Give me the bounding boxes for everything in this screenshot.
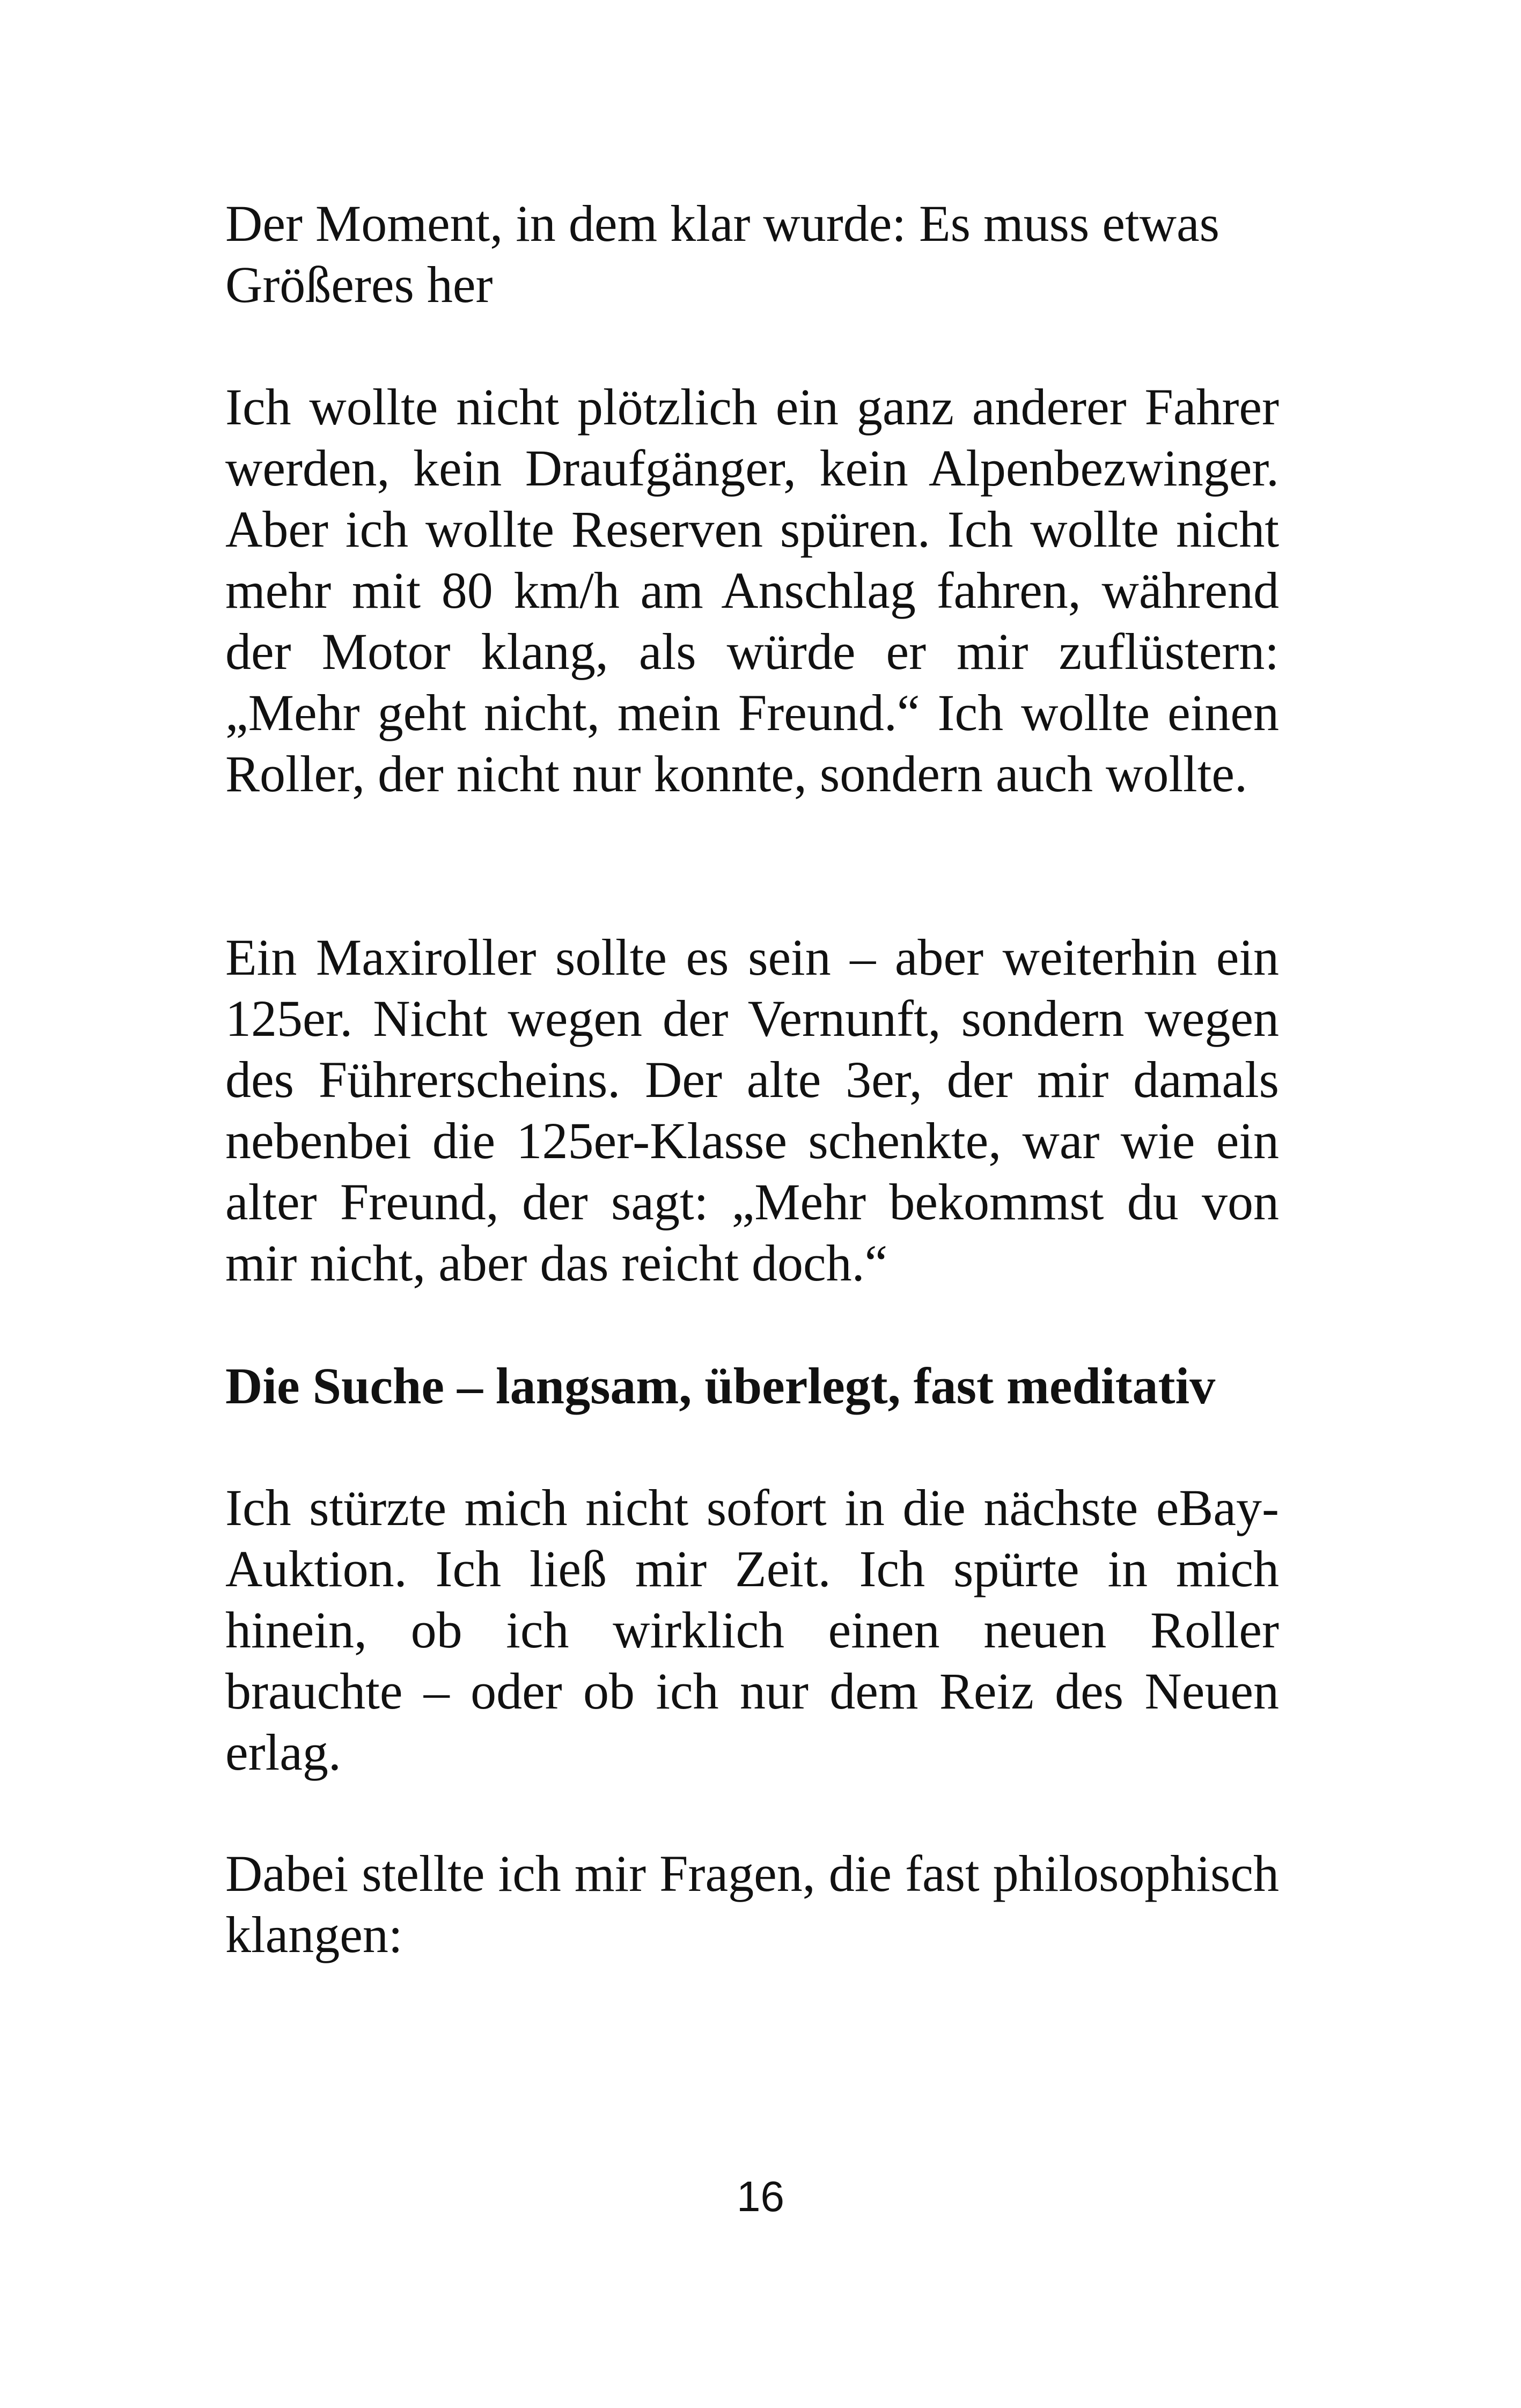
- paragraph-4: Dabei stellte ich mir Fragen, die fast philosophisch klangen:: [225, 1845, 1279, 1963]
- section-heading: Die Suche – langsam, überlegt, fast meditativ: [225, 1357, 1216, 1415]
- intro-heading: Der Moment, in dem klar wurde: Es muss etwas Größeres her: [225, 195, 1219, 313]
- page-number: 16: [737, 2173, 784, 2220]
- paragraph-1: Ich wollte nicht plötzlich ein ganz anderer Fahrer werden, kein Draufgänger, kein Alpenbezwinger. Aber ich wollte Reserven spüren. Ich wollte nicht mehr mit 80 km/h am Anschlag fahren, während der Motor klang, als würde er mir zuflüstern: „Mehr geht nicht, mein Freund.“ Ich wollte einen Roller, der nicht nur konnte, sondern auch wollte.: [225, 378, 1279, 802]
- paragraph-3: Ich stürzte mich nicht sofort in die nächste eBay-Auktion. Ich ließ mir Zeit. Ich spürte in mich hinein, ob ich wirklich einen neuen Roller brauchte – oder ob ich nur dem Reiz des Neuen erlag.: [225, 1479, 1279, 1781]
- paragraph-2: Ein Maxiroller sollte es sein – aber weiterhin ein 125er. Nicht wegen der Vernunft, sondern wegen des Führerscheins. Der alte 3er, der mir damals nebenbei die 125er-Klasse schenkte, war wie ein alter Freund, der sagt: „Mehr bekommst du von mir nicht, aber das reicht doch.“: [225, 929, 1279, 1292]
